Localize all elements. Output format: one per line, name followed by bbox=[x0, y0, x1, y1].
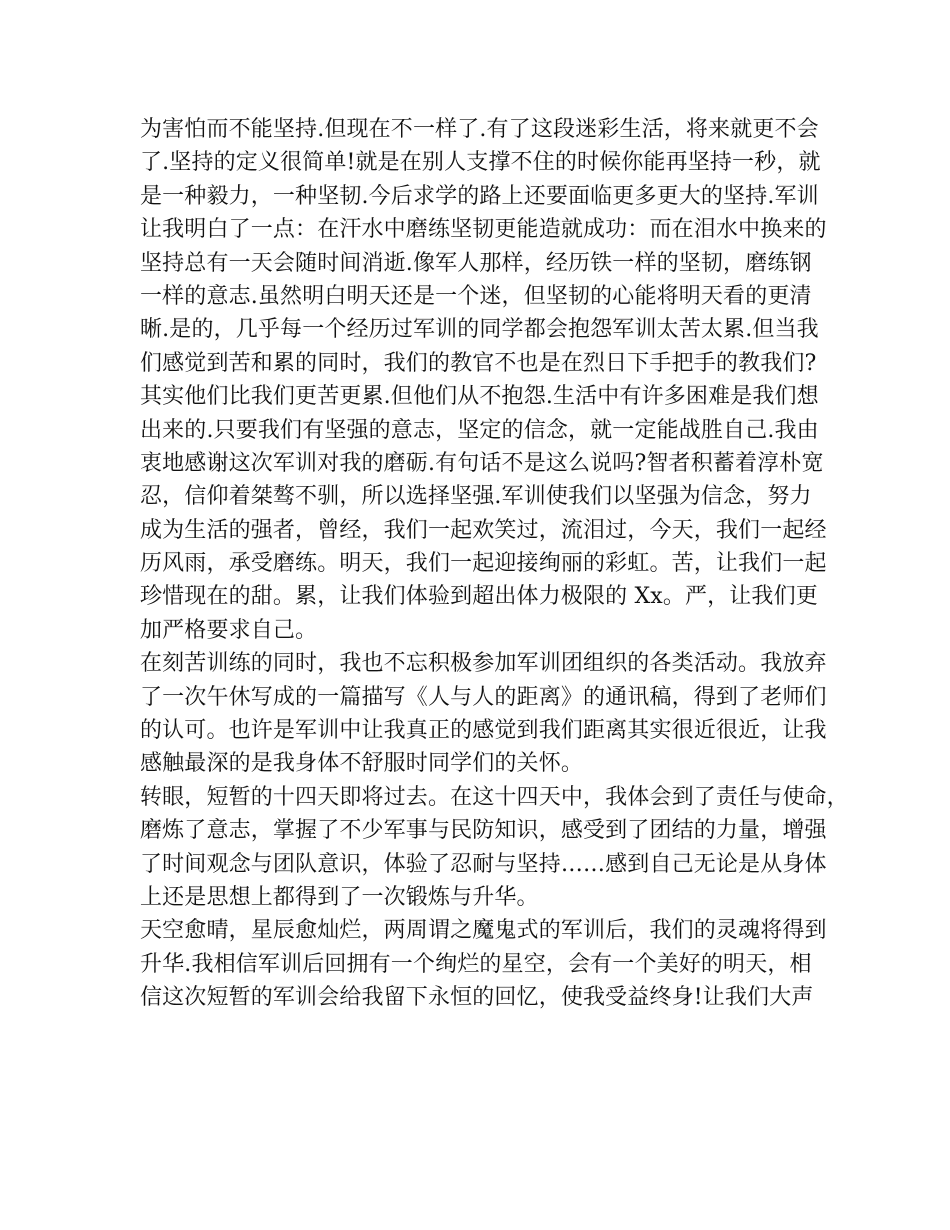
text-line: 磨炼了意志，掌握了不少军事与民防知识，感受到了团结的力量，增强 bbox=[140, 818, 827, 844]
text-line: 忍，信仰着桀骜不驯，所以选择坚强.军训使我们以坚强为信念，努力 bbox=[140, 484, 812, 510]
text-line: 其实他们比我们更苦更累.但他们从不抱怨.生活中有许多困难是我们想 bbox=[140, 384, 819, 410]
text-line: 了时间观念与团队意识，体验了忍耐与坚持……感到自己无论是从身体 bbox=[140, 851, 827, 877]
text-line: 信这次短暂的军训会给我留下永恒的回忆，使我受益终身!让我们大声 bbox=[140, 985, 814, 1011]
text-line: 历风雨，承受磨练。明天，我们一起迎接绚丽的彩虹。苦，让我们一起 bbox=[140, 551, 827, 577]
text-line: 天空愈晴，星辰愈灿烂，两周谓之魔鬼式的军训后，我们的灵魂将得到 bbox=[140, 918, 827, 944]
text-line: 加严格要求自己。 bbox=[140, 617, 318, 643]
text-line: 衷地感谢这次军训对我的磨砺.有句话不是这么说吗?智者积蓄着淳朴宽 bbox=[140, 450, 824, 476]
body-text bbox=[140, 113, 849, 1015]
text-line: 让我明白了一点：在汗水中磨练坚韧更能造就成功：而在泪水中换来的 bbox=[140, 217, 827, 243]
text-line: 上还是思想上都得到了一次锻炼与升华。 bbox=[140, 884, 539, 910]
text-line: 成为生活的强者，曾经，我们一起欢笑过，流泪过，今天，我们一起经 bbox=[140, 517, 827, 543]
text-line: 感触最深的是我身体不舒服时同学们的关怀。 bbox=[140, 751, 584, 777]
text-line: 出来的.只要我们有坚强的意志，坚定的信念，就一定能战胜自己.我由 bbox=[140, 417, 819, 443]
text-line: 转眼，短暂的十四天即将过去。在这十四天中，我体会到了责任与使命， bbox=[140, 784, 849, 810]
text-line: 是一种毅力，一种坚韧.今后求学的路上还要面临更多更大的坚持.军训 bbox=[140, 183, 819, 209]
text-line: 一样的意志.虽然明白明天还是一个迷，但坚韧的心能将明天看的更清 bbox=[140, 283, 812, 309]
text-line: 在刻苦训练的同时，我也不忘积极参加军训团组织的各类活动。我放弃 bbox=[140, 651, 827, 677]
text-line: 的认可。也许是军训中让我真正的感觉到我们距离其实很近很近，让我 bbox=[140, 718, 827, 744]
text-line: 珍惜现在的甜。累，让我们体验到超出体力极限的 Xx。严，让我们更 bbox=[140, 584, 818, 610]
text-line: 升华.我相信军训后回拥有一个绚烂的星空，会有一个美好的明天，相 bbox=[140, 951, 812, 977]
text-line: 晰.是的，几乎每一个经历过军训的同学都会抱怨军训太苦太累.但当我 bbox=[140, 317, 819, 343]
text-line: 为害怕而不能坚持.但现在不一样了.有了这段迷彩生活，将来就更不会 bbox=[140, 117, 819, 142]
text-line: 了一次午休写成的一篇描写《人与人的距离》的通讯稿，得到了老师们 bbox=[140, 684, 827, 710]
text-line: 了.坚持的定义很简单!就是在别人支撑不住的时候你能再坚持一秒，就 bbox=[140, 150, 821, 176]
text-line: 坚持总有一天会随时间消逝.像军人那样，经历铁一样的坚韧，磨练钢 bbox=[140, 250, 812, 276]
text-line: 们感觉到苦和累的同时，我们的教官不也是在烈日下手把手的教我们? bbox=[140, 350, 817, 376]
